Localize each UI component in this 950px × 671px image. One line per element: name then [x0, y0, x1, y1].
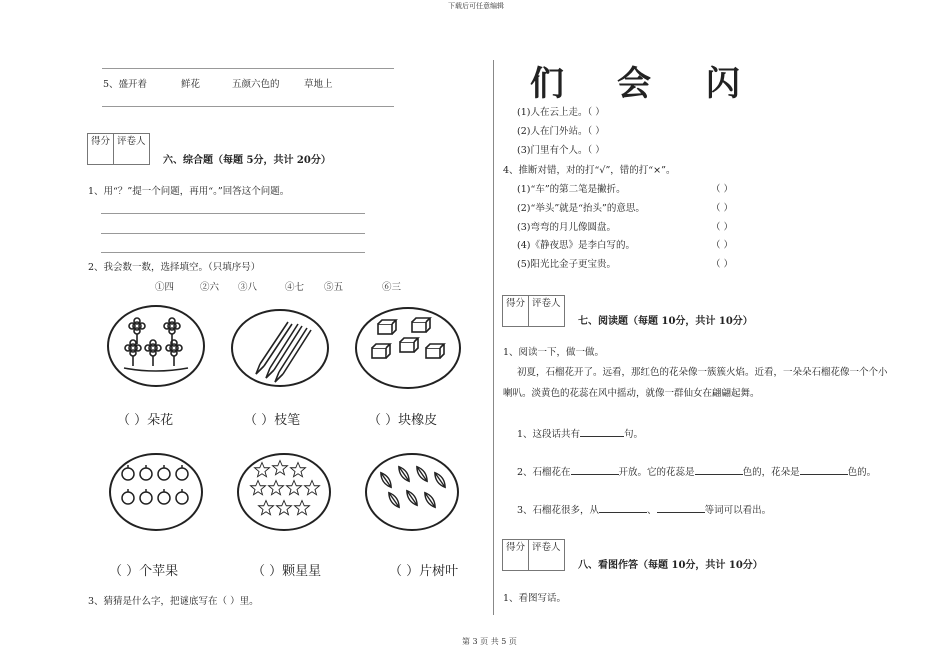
fill-blank-stars: （ ）颗星星	[252, 564, 322, 579]
judge-mark: （ ）	[711, 240, 734, 251]
option: ②六	[200, 282, 220, 293]
section-title: 七、阅读题（每题 10分，共计 10分）	[578, 316, 753, 327]
apples-plate-icon	[110, 454, 202, 530]
reading-question	[517, 503, 771, 516]
reading-paragraph: 初夏，石榴花开了。远看，那红色的花朵像一簇簇火焰。近看，一朵朵石榴花像一个个小	[517, 367, 888, 378]
option: ⑥三	[382, 282, 402, 293]
erasers-plate-icon	[356, 308, 460, 388]
score-cell: 得分	[88, 134, 114, 164]
score-cell: 得分	[503, 540, 529, 570]
fill-blank-apples: （ ）个苹果	[109, 564, 179, 579]
rq-text: 2、石榴花在	[517, 467, 571, 478]
section-title: 八、看图作答（每题 10分，共计 10分）	[578, 560, 763, 571]
judge-item: (1)“车”的第二笔是撇折。	[517, 184, 626, 195]
option: ⑤五	[324, 282, 344, 293]
page-number: 第 3 页 共 5 页	[462, 637, 517, 646]
q5-word: 草地上	[304, 79, 333, 90]
judge-mark: （ ）	[711, 184, 734, 195]
answer-blank[interactable]	[599, 503, 647, 513]
question-text: 1、用“？”提一个问题，再用“。”回答这个问题。	[88, 186, 290, 197]
fill-blank-leaves: （ ）片树叶	[389, 564, 459, 579]
q5-word: 鲜花	[181, 79, 201, 90]
grader-cell: 评卷人	[117, 136, 146, 147]
column-divider	[493, 60, 494, 615]
section-title: 六、综合题（每题 5分，共计 20分）	[163, 155, 331, 166]
question-text: 2、我会数一数，选择填空。（只填序号）	[88, 262, 261, 273]
rq-text: 句。	[624, 429, 644, 440]
answer-blank[interactable]	[695, 465, 743, 475]
stars-plate-icon	[238, 454, 330, 530]
rq-text: 、	[647, 505, 657, 516]
answer-blank[interactable]	[580, 427, 624, 437]
reading-question	[517, 427, 643, 440]
fill-blank-flowers: （ ）朵花	[117, 413, 174, 428]
riddle-item: (1)人在云上走。（ ）	[517, 107, 605, 118]
option: ①四	[155, 282, 175, 293]
answer-blank[interactable]	[657, 503, 705, 513]
answer-blank[interactable]	[800, 465, 848, 475]
fill-blank-pens: （ ）枝笔	[244, 413, 301, 428]
header-note: 下载后可任意编辑	[448, 2, 504, 10]
answer-line	[101, 233, 365, 234]
answer-blank[interactable]	[571, 465, 619, 475]
q5-number: 5、盛开着	[103, 79, 148, 90]
q5-word: 五颜六色的	[232, 79, 280, 90]
judge-mark: （ ）	[711, 222, 734, 233]
counting-pictures-row1	[100, 302, 480, 392]
question-text: 1、阅读一下，做一做。	[503, 347, 605, 358]
reading-paragraph: 喇叭。淡黄色的花蕊在风中摇动，就像一群仙女在翩翩起舞。	[503, 388, 760, 399]
score-box	[502, 539, 565, 571]
flowers-plate-icon	[108, 306, 204, 386]
pencils-plate-icon	[232, 310, 328, 386]
rq-text: 开放。它的花蕊是	[618, 467, 695, 478]
score-box	[87, 133, 150, 165]
question-text: 1、看图写话。	[503, 593, 567, 604]
leaves-plate-icon	[366, 454, 458, 530]
answer-line	[102, 106, 394, 107]
rq-text: 等词可以看出。	[704, 505, 772, 516]
option: ④七	[285, 282, 305, 293]
character: 会	[617, 64, 651, 104]
option: ③八	[238, 282, 258, 293]
judge-item: (4)《静夜思》是李白写的。	[517, 240, 635, 251]
question-text: 4、推断对错，对的打“√”，错的打“×”。	[503, 165, 676, 176]
grader-cell: 评卷人	[532, 542, 561, 553]
score-box	[502, 295, 565, 327]
judge-item: (2)“举头”就是“抬头”的意思。	[517, 203, 645, 214]
rq-text: 色的。	[847, 467, 877, 478]
riddle-item: (2)人在门外站。（ ）	[517, 126, 605, 137]
counting-pictures-row2	[100, 450, 480, 540]
answer-line	[101, 213, 365, 214]
character: 闪	[706, 64, 740, 104]
judge-item: (5)阳光比金子更宝贵。	[517, 259, 616, 270]
rq-text: 3、石榴花很多，从	[517, 505, 600, 516]
grader-cell: 评卷人	[532, 298, 561, 309]
fill-blank-erasers: （ ）块橡皮	[368, 413, 438, 428]
rq-text: 色的，花朵是	[742, 467, 800, 478]
question-text: 3、猜猜是什么字，把谜底写在（ ）里。	[88, 596, 259, 607]
answer-line	[101, 252, 365, 253]
riddle-item: (3)门里有个人。（ ）	[517, 145, 605, 156]
score-cell: 得分	[503, 296, 529, 326]
answer-line	[102, 68, 394, 69]
judge-item: (3)弯弯的月儿像圆盘。	[517, 222, 616, 233]
judge-mark: （ ）	[711, 203, 734, 214]
reading-question	[517, 465, 876, 478]
character: 们	[530, 64, 564, 104]
judge-mark: （ ）	[711, 259, 734, 270]
rq-text: 1、这段话共有	[517, 429, 581, 440]
